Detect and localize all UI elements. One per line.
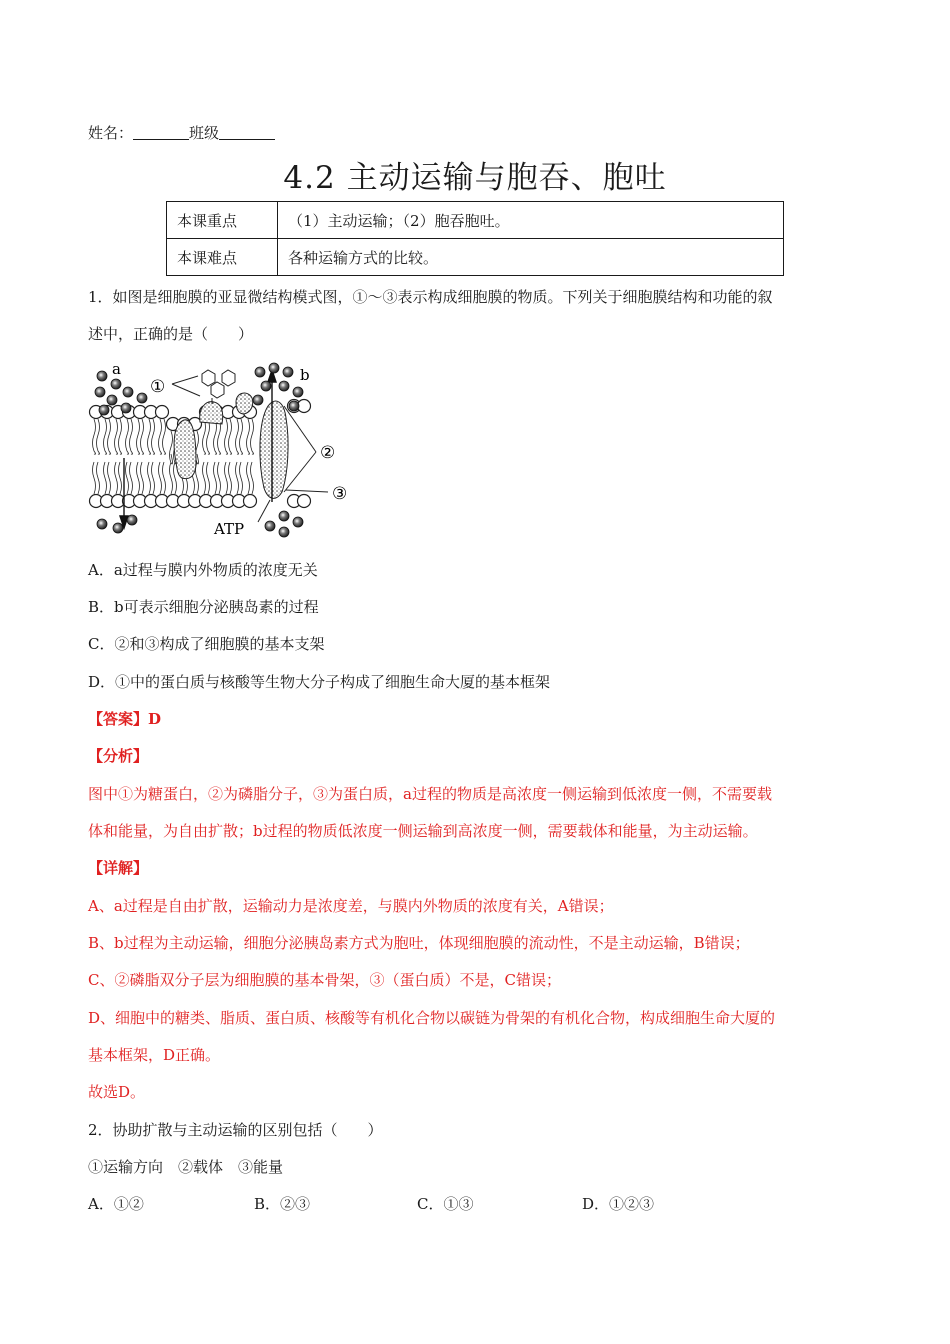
detail-line: 基本框架，D正确。: [88, 1046, 221, 1064]
label-2: ②: [320, 443, 336, 463]
table-value: （1）主动运输；（2）胞吞胞吐。: [278, 202, 784, 239]
analysis-line2: 体和能量，为自由扩散；b过程的物质低浓度一侧运输到高浓度一侧，需要载体和能量，为主动运输。: [88, 822, 758, 840]
table-key: 本课难点: [167, 239, 278, 276]
focus-table: [166, 201, 784, 276]
q2-option-b: B．②③: [254, 1195, 311, 1213]
q2-option-d: D．①②③: [582, 1195, 655, 1213]
analysis-label: 【分析】: [88, 747, 149, 765]
class-label: 班级: [189, 124, 220, 142]
q2-items: ①运输方向 ②载体 ③能量: [88, 1158, 284, 1176]
arrow-a: [120, 458, 128, 528]
q1-option-d: D．①中的蛋白质与核酸等生物大分子构成了细胞生命大厦的基本框架: [88, 673, 551, 691]
q2-option-a: A．①②: [88, 1195, 144, 1213]
q1-option-c: C．②和③构成了细胞膜的基本支架: [88, 635, 325, 653]
name-class-line: [88, 123, 275, 143]
detail-line: D、细胞中的糖类、脂质、蛋白质、核酸等有机化合物以碳链为骨架的有机化合物，构成细胞生命大厦的: [88, 1009, 776, 1027]
q2-stem: 2．协助扩散与主动运输的区别包括（ ）: [88, 1121, 383, 1139]
q2-option-c: C．①③: [417, 1195, 474, 1213]
label-b: b: [300, 366, 310, 384]
q1-option-b: B．b可表示细胞分泌胰岛素的过程: [88, 598, 319, 616]
membrane-diagram: [88, 362, 354, 542]
q1-option-a: A．a过程与膜内外物质的浓度无关: [88, 561, 318, 579]
detail-line: 故选D。: [88, 1083, 146, 1101]
detail-label: 【详解】: [88, 859, 149, 877]
answer-label: 【答案】D: [88, 710, 162, 728]
label-1: ①: [150, 377, 166, 397]
label-3: ③: [332, 484, 348, 504]
table-row: [167, 202, 784, 239]
q1-stem-line1: 1．如图是细胞膜的亚显微结构模式图，①～③表示构成细胞膜的物质。下列关于细胞膜结构和功能的叙: [88, 288, 773, 306]
atp-leader: [258, 500, 270, 522]
label-atp: ATP: [214, 520, 245, 538]
q1-stem-line2: 述中，正确的是（ ）: [88, 325, 254, 343]
channel-protein: [260, 401, 288, 498]
sugar-chain: [172, 370, 235, 404]
detail-line: C、②磷脂双分子层为细胞膜的基本骨架，③（蛋白质）不是，C错误；: [88, 971, 561, 989]
name-label: 姓名：: [88, 124, 134, 142]
carrier-protein: [236, 393, 253, 414]
peripheral-protein-left: [174, 420, 196, 479]
table-value: 各种运输方式的比较。: [278, 239, 784, 276]
table-key: 本课重点: [167, 202, 278, 239]
name-blank[interactable]: [133, 125, 189, 140]
detail-line: B、b过程为主动运输，细胞分泌胰岛素方式为胞吐，体现细胞膜的流动性，不是主动运输，B错误；: [88, 934, 750, 952]
page-title: 4.2 主动运输与胞吞、胞吐: [283, 160, 667, 196]
glycoprotein: [200, 402, 223, 424]
detail-line: A、a过程是自由扩散，运输动力是浓度差，与膜内外物质的浓度有关，A错误；: [88, 897, 614, 915]
table-row: [167, 239, 784, 276]
lipid-heads-bottom: [90, 495, 257, 508]
analysis-line1: 图中①为糖蛋白，②为磷脂分子，③为蛋白质，a过程的物质是高浓度一侧运输到低浓度一侧，不需要载: [88, 785, 772, 803]
label-a: a: [112, 362, 121, 378]
class-blank[interactable]: [219, 125, 275, 140]
